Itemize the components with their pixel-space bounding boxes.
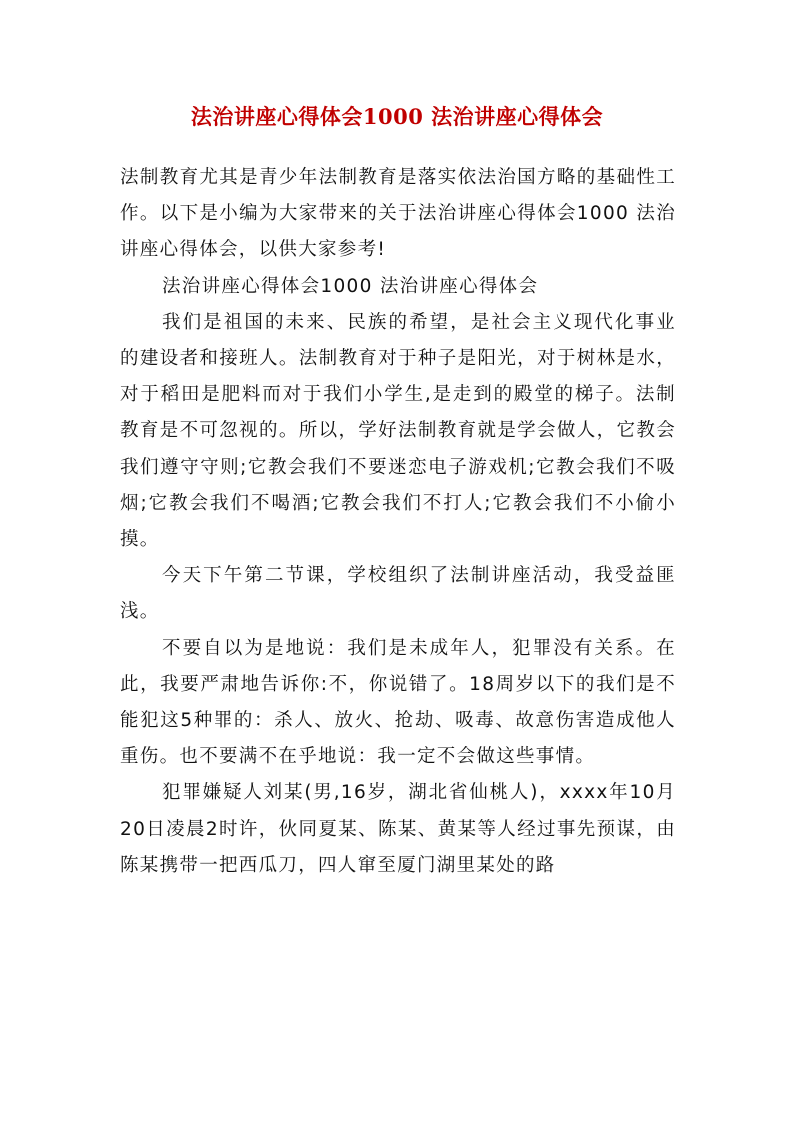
paragraph: 今天下午第二节课，学校组织了法制讲座活动，我受益匪浅。 — [120, 565, 676, 623]
document-title: 法治讲座心得体会1000 法治讲座心得体会 — [190, 104, 604, 129]
paragraph: 我们是祖国的未来、民族的希望，是社会主义现代化事业的建设者和接班人。法制教育对于种子是阳光，对于树林是水，对于稻田是肥料而对于我们小学生,是走到的殿堂的梯子。法制教育是不可忽视的。所以，学好法制教育就是学会做人，它教会我们遵守守则;它教会我们不要迷恋电子游戏机;它教会我们不吸烟;它教会我们不喝酒;它教会我们不打人;它教会我们不小偷小摸。 — [120, 311, 676, 551]
paragraph: 法治讲座心得体会1000 法治讲座心得体会 — [162, 275, 539, 297]
paragraph: 法制教育尤其是青少年法制教育是落实依法治国方略的基础性工作。以下是小编为大家带来的关于法治讲座心得体会1000 法治讲座心得体会，以供大家参考! — [120, 167, 676, 261]
document-body — [120, 160, 676, 884]
paragraph: 不要自以为是地说：我们是未成年人，犯罪没有关系。在此，我要严肃地告诉你:不，你说错了。18周岁以下的我们是不能犯这5种罪的：杀人、放火、抢劫、吸毒、故意伤害造成他人重伤。也不要满不在乎地说：我一定不会做这些事情。 — [120, 637, 676, 768]
paragraph: 犯罪嫌疑人刘某(男,16岁，湖北省仙桃人)，xxxx年10月20日凌晨2时许，伙同夏某、陈某、黄某等人经过事先预谋，由陈某携带一把西瓜刀，四人窜至厦门湖里某处的路 — [120, 782, 676, 876]
